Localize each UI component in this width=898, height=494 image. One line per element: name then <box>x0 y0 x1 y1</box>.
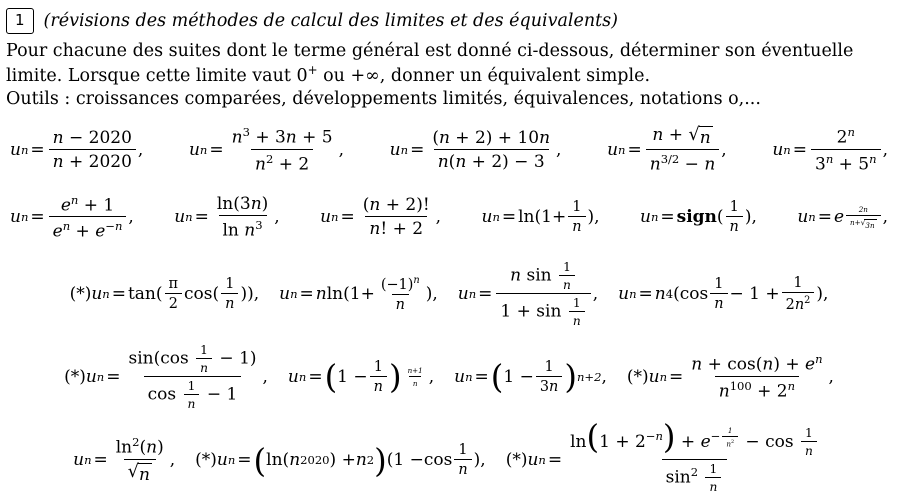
formula-f19: (*) u n = $\frac{n + \cos(n) + e^n}{n^{100} + 2^n}$ , <box>626 352 834 402</box>
formula-row-2 <box>6 193 892 242</box>
statement-line-2-part-a: limite. Lorsque cette limite vaut 0 <box>6 65 308 86</box>
formula-f4: u n = n + √ n $n^{3/2} - n$ , <box>607 124 727 175</box>
star-marker-f19: (*) <box>626 367 649 388</box>
formula-row-4 <box>6 343 892 411</box>
statement-line-2-part-b: ou +∞, donner un équivalent simple. <box>323 65 651 86</box>
exercise-statement <box>6 40 892 111</box>
formula-f21: (*) u n = ( ln ( n 2020 ) + n 2 ) (1 − cos $\frac{1}{n}$ ) , <box>195 441 486 480</box>
star-marker-f21: (*) <box>195 450 217 471</box>
formula-f15: u n = n 4 ( cos $\frac{1}{n}$ − 1 + $\frac{1}{2n^2}$ ) , <box>618 275 829 313</box>
formula-f13: u n = n ln ( 1+ $\frac{(-1)^n}{n}$ ) , <box>279 275 438 313</box>
formula-f6: u n = $\frac{e^n + 1}{e^n + e^{-n}}$ , <box>10 192 134 243</box>
formula-f18: u n = ( 1 − $\frac{1}{3n}$ ) n+2 , <box>454 358 607 397</box>
formula-list <box>6 125 892 494</box>
formula-f9: u n = ln (1+ $\frac{1}{n}$ ) , <box>481 199 600 236</box>
formula-f17: u n = ( 1 − $\frac{1}{n}$ ) $\frac{n+1}{n}$ , <box>287 358 435 397</box>
formula-f12: (*) u n = tan ( $\frac{\pi}{2}$ cos ( $\frac{1}{n}$ )) , <box>69 276 260 313</box>
formula-row-1 <box>6 125 892 175</box>
formula-f5: u n = $\frac{2^n}{3^n + 5^n}$ , <box>772 125 888 175</box>
statement-line-3: Outils : croissances comparées, développements limités, équivalences, notations o,... <box>6 89 761 110</box>
formula-f11: u n = e 2n n+ √ 3n , <box>797 204 888 230</box>
formula-f2: u n = $\frac{n^3 + 3n + 5}{n^2 + 2}$ , <box>188 125 345 175</box>
star-marker-f12: (*) <box>69 284 92 305</box>
statement-line-1: Pour chacune des suites dont le terme général est donné ci-dessous, déterminer son éventuelle <box>6 41 854 61</box>
formula-f20: u n = $\ln^2(n)$ √ n , <box>73 435 176 486</box>
exercise-header <box>6 8 892 34</box>
exercise-number: 1 <box>6 8 34 34</box>
zero-plus-superscript: + <box>307 63 318 78</box>
formula-row-5 <box>6 417 892 494</box>
formula-f22: (*) u n = $\ln(1 + 2^{-n}) + e^{- \frac{1}{n^2}}$ − cos $\frac{1}{n}$ $\sin^2$ $\frac{1}{n}$ <box>502 426 829 494</box>
formula-f3: u n = $\frac{(n + 2) + 10n}{n(n + 2) - 3}$ , <box>389 127 562 172</box>
star-marker-f22: (*) <box>505 450 528 471</box>
formula-f14: u n = n sin $\frac{1}{n}$ 1 + sin $\frac{1}{n}$ , <box>457 260 599 329</box>
formula-f7: u n = $\frac{\ln(3n)}{\ln n^3}$ , <box>174 194 280 241</box>
exercise-title: (révisions des méthodes de calcul des limites et des équivalents) <box>43 11 618 31</box>
formula-row-3 <box>6 260 892 328</box>
statement-line-2 <box>6 63 892 88</box>
star-marker-f16: (*) <box>64 367 86 388</box>
formula-f10: u n = sign ( $\frac{1}{n}$ ) , <box>639 199 757 236</box>
formula-f8: u n = $\frac{(n + 2)!}{n! + 2}$ , <box>320 195 442 240</box>
formula-f16: (*) u n = sin(cos $\frac{1}{n}$ − 1) cos $\frac{1}{n}$ − 1 , <box>64 343 268 412</box>
formula-f1: u n = $\frac{n - 2020}{n + 2020}$ , <box>10 127 144 172</box>
